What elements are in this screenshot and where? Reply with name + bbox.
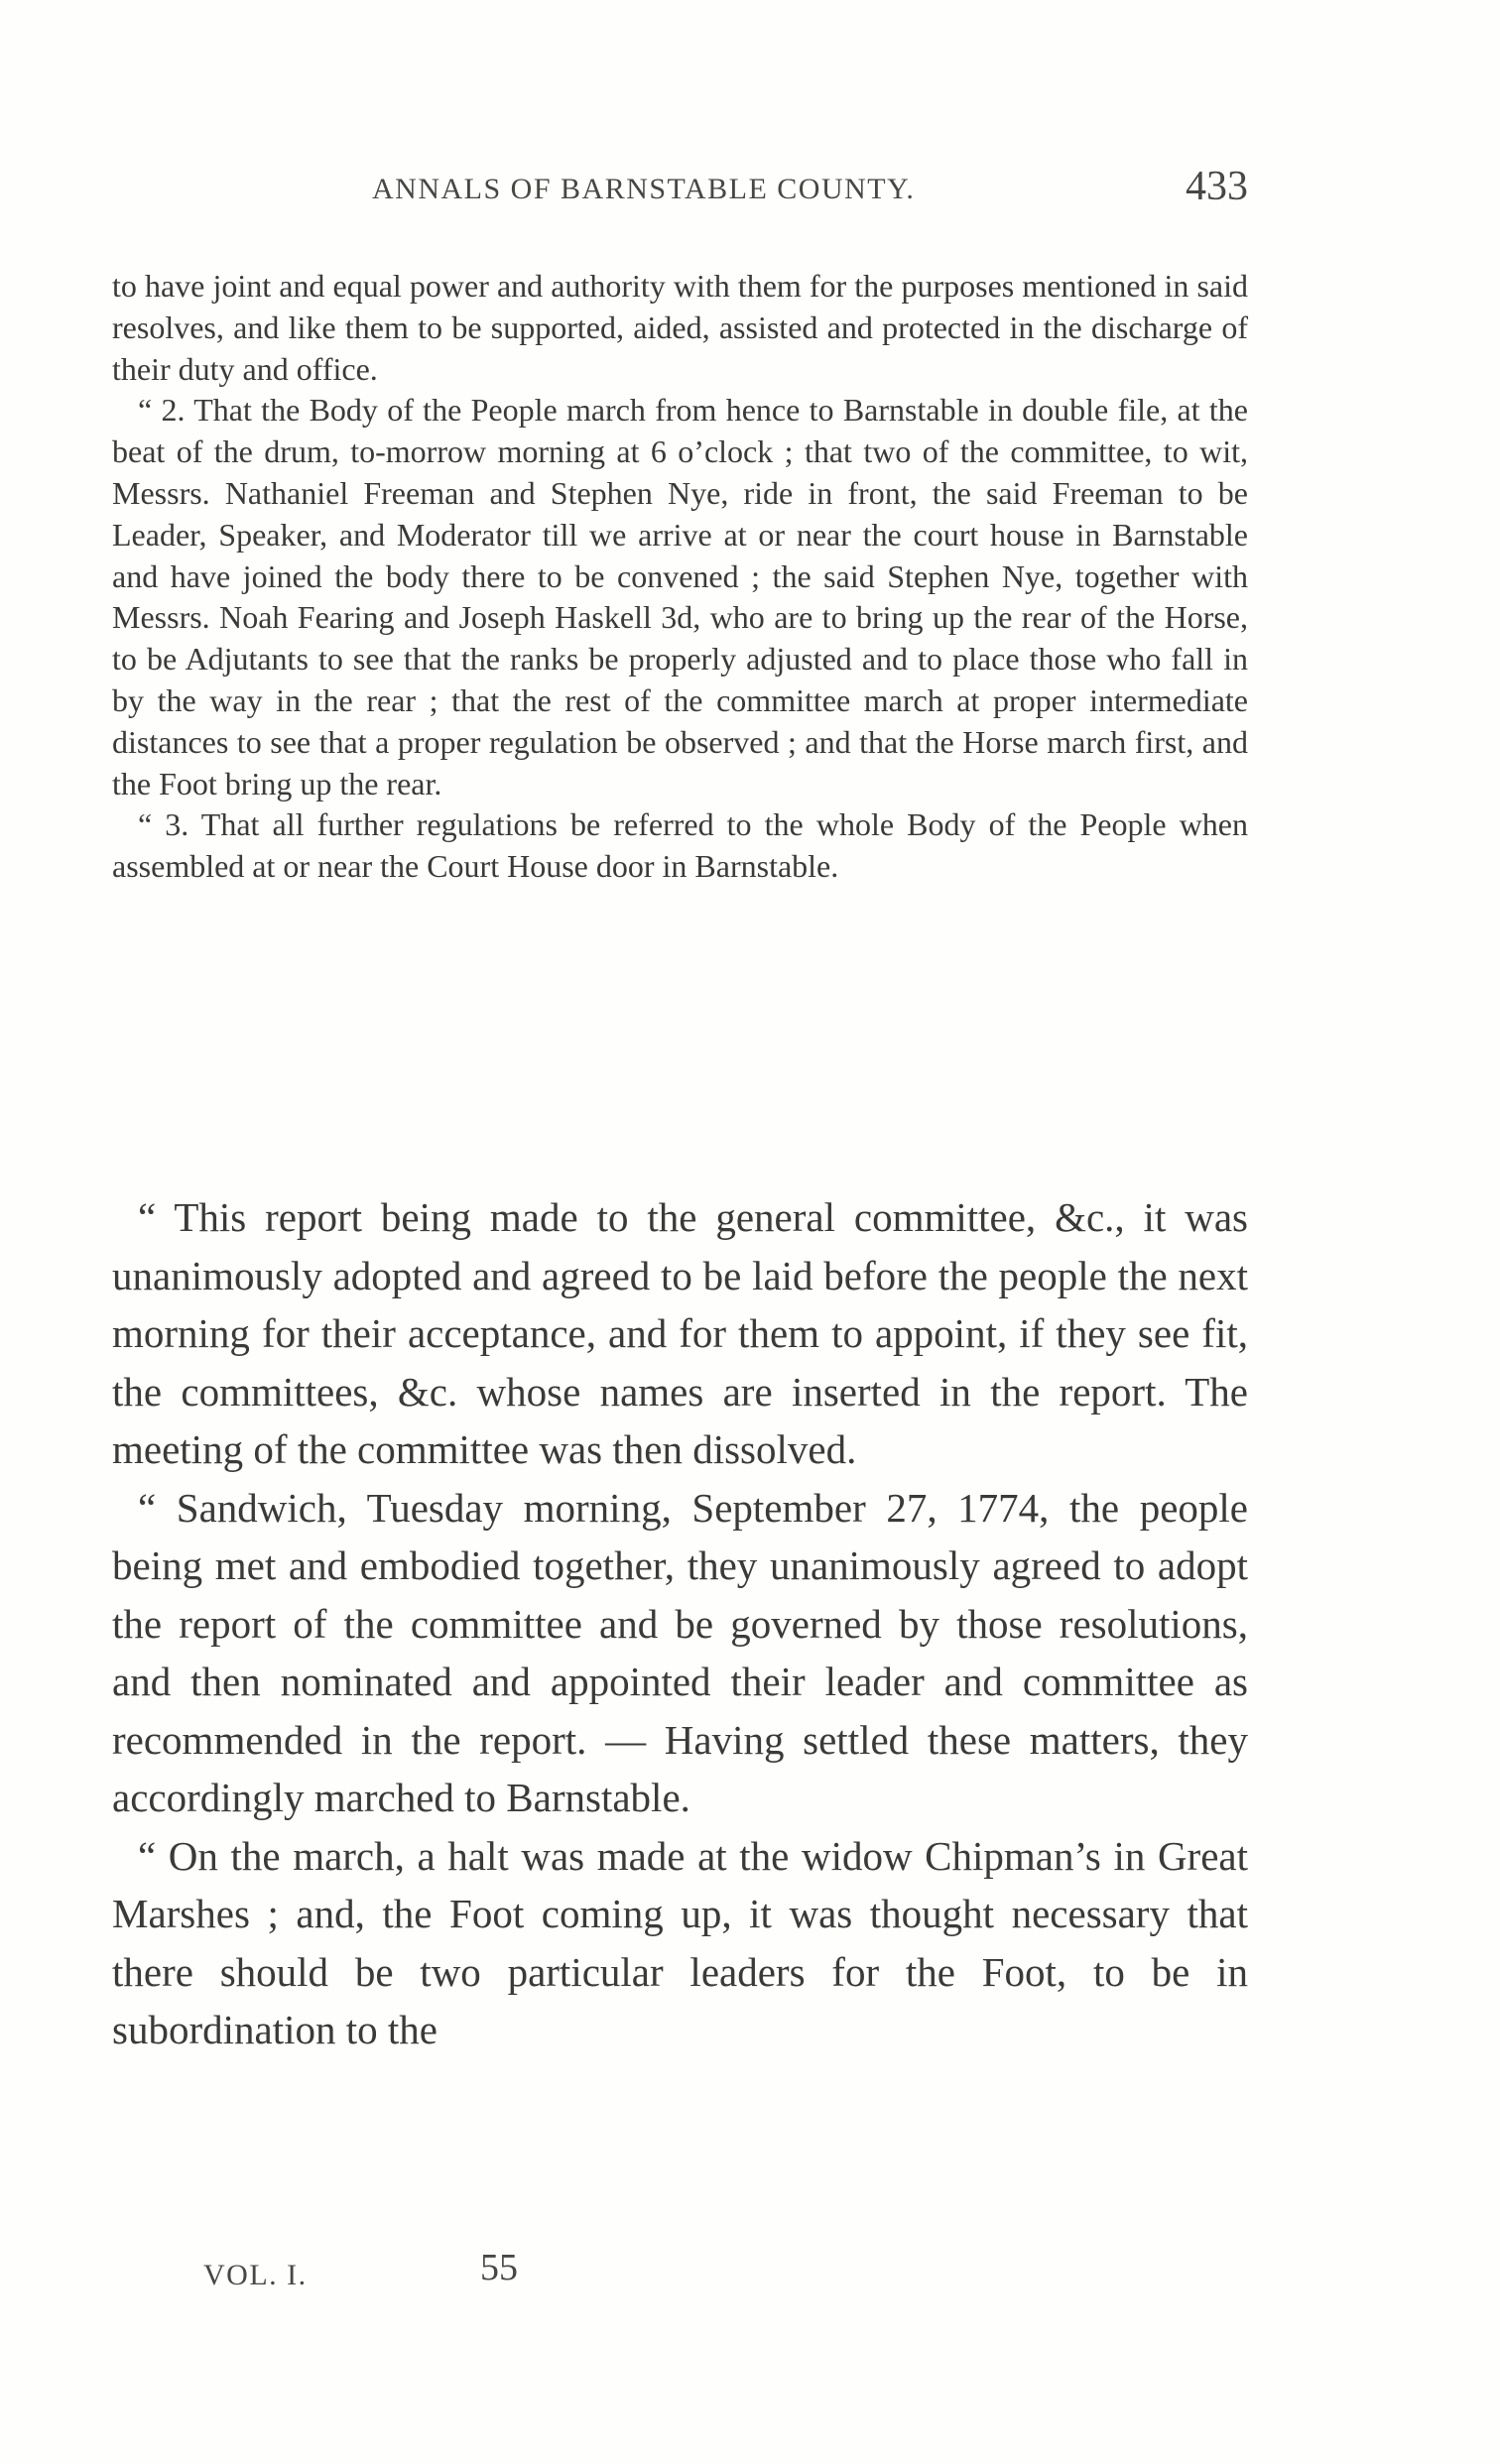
paragraph-continuation: to have joint and equal power and authority with them for the purposes mentioned in said resolves, and like them to be supported, aided, assisted and protected in the discharge of their duty and office. — [112, 268, 1248, 387]
paragraph-resolve-3: “ 3. That all further regulations be referred to the whole Body of the People when assembled at or near the Court House door in Barnstable. — [112, 806, 1248, 885]
small-type-quotation — [112, 266, 1248, 888]
paragraph-resolve-2: “ 2. That the Body of the People march from hence to Barnstable in double file, at the beat of the drum, to-morrow morning at 6 o’clock ; that two of the committee, to wit, Messrs. Nathaniel Freeman and Stephen Nye, ride in front, the said Freeman to be Leader, Speaker, and Moderator till we arrive at or near the court house in Barnstable and have joined the body there to be convened ; the said Stephen Nye, together with Messrs. Noah Fearing and Joseph Haskell 3d, who are to bring up the rear of the Horse, to be Adjutants to see that the ranks be properly adjusted and to place those who fall in by the way in the rear ; that the rest of the committee march at proper intermediate distances to see that a proper regulation be observed ; and that the Horse march first, and the Foot bring up the rear. — [112, 392, 1248, 801]
running-title: ANNALS OF BARNSTABLE COUNTY. — [372, 173, 916, 205]
paragraph-report-adopted: “ This report being made to the general committee, &c., it was unanimously adopted and agreed to be laid before the people the next morning for their acceptance, and for them to appoint, if they see fit, the committees, &c. whose names are inserted in the report. The meeting of the committee was then dissolved. — [112, 1194, 1248, 1472]
page-header — [112, 164, 1248, 212]
page-number: 433 — [1186, 164, 1248, 209]
volume-label: VOL. I. — [203, 2259, 308, 2291]
paragraph-march-halt: “ On the march, a halt was made at the widow Chipman’s in Great Marshes ; and, the Foot coming up, it was thought necessary that there should be two particular leaders for the Foot, to be in subordination to the — [112, 1832, 1248, 2052]
main-text — [112, 1188, 1248, 2059]
signature-mark: 55 — [480, 2247, 518, 2288]
paragraph-sandwich-meeting: “ Sandwich, Tuesday morning, September 27, 1774, the people being met and embodied together, they unanimously agreed to adopt the report of the committee and be governed by those resolutions, and then nominated and appointed their leader and committee as recommended in the report. — Having settled these matters, they accordingly marched to Barnstable. — [112, 1484, 1248, 1820]
